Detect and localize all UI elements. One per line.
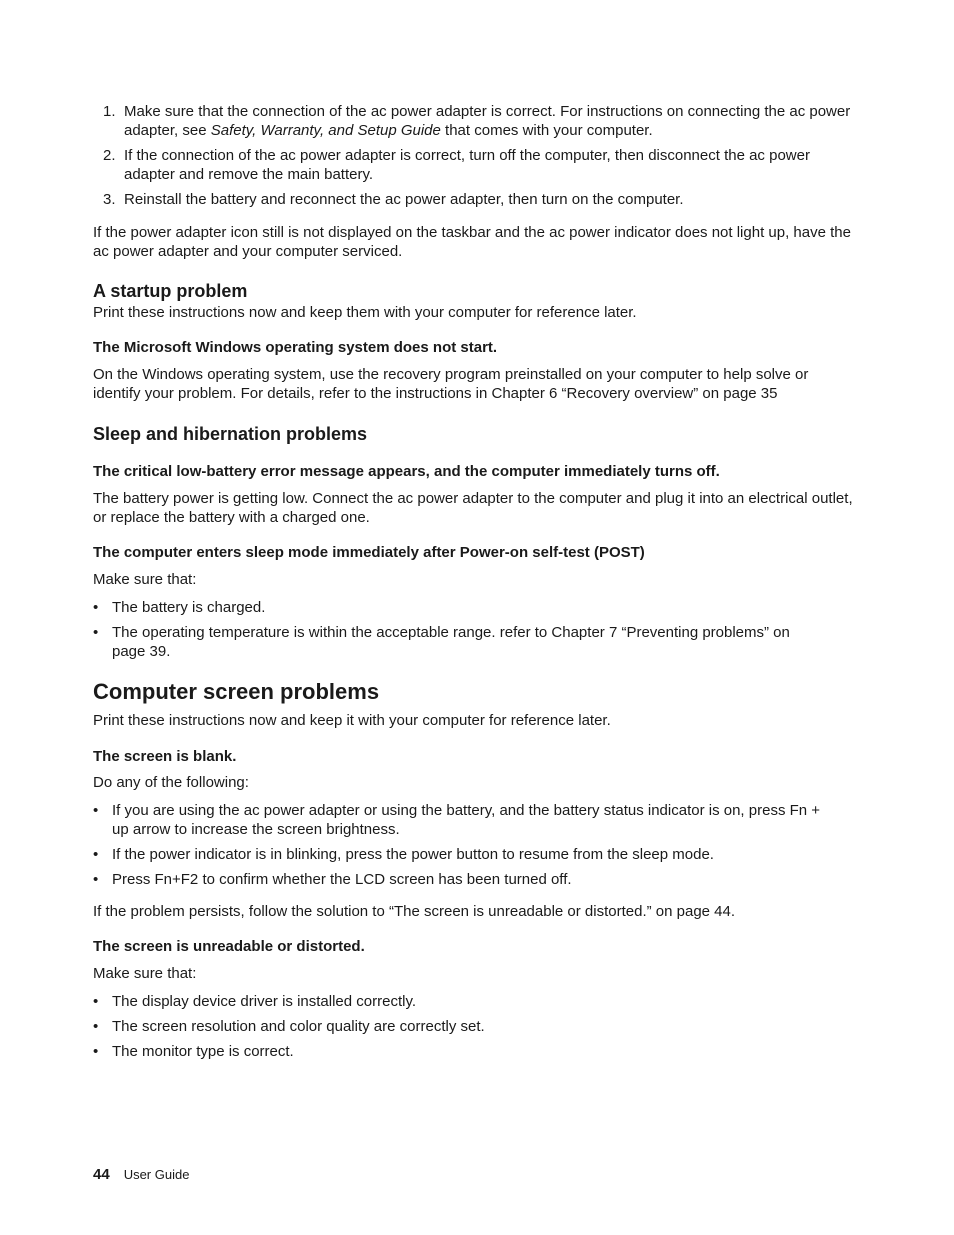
section-heading: A startup problem [93, 281, 248, 301]
bullet-text: The operating temperature is within the acceptable range. refer to Chapter 7 “Preventing problems” on page 39. [112, 624, 790, 660]
bullet-text: Press Fn+F2 to confirm whether the LCD screen has been turned off. [112, 871, 572, 888]
page-footer [93, 1165, 189, 1184]
paragraph: Print these instructions now and keep them with your computer for reference later. [93, 304, 637, 321]
list-item [93, 146, 853, 184]
bullet-text: The battery is charged. [112, 599, 266, 616]
step-text: that comes with your computer. [440, 122, 653, 139]
step-text: Make sure that the connection of the ac power adapter is correct. For instructions on connecting the ac power adapter, see [124, 103, 851, 139]
paragraph: On the Windows operating system, use the recovery program preinstalled on your computer to help solve or identify your problem. For details, refer to the instructions in Chapter 6 “Recovery overview” on page 35 [93, 366, 809, 402]
paragraph: Do any of the following: [93, 774, 249, 791]
subheading: The screen is blank. [93, 748, 237, 765]
subheading: The computer enters sleep mode immediately after Power-on self-test (POST) [93, 544, 645, 561]
step-number: 2. [103, 147, 116, 164]
step-text: If the connection of the ac power adapter is correct, turn off the computer, then disconnect the ac power adapter and remove the main battery. [124, 147, 810, 183]
subheading: The Microsoft Windows operating system does not start. [93, 339, 498, 356]
bullet: • [93, 871, 99, 888]
subheading: The screen is unreadable or distorted. [93, 938, 365, 955]
bullet-list [93, 801, 853, 889]
step-number: 1. [103, 103, 116, 120]
bullet: • [93, 846, 99, 863]
paragraph: Print these instructions now and keep it with your computer for reference later. [93, 712, 611, 729]
bullet: • [93, 1018, 99, 1035]
page-number: 44 [93, 1166, 110, 1183]
section-heading: Sleep and hibernation problems [93, 424, 368, 444]
list-item [93, 623, 853, 661]
list-item [93, 102, 853, 140]
numbered-steps [93, 102, 853, 209]
page-content [93, 102, 853, 1067]
list-item [93, 1042, 853, 1061]
guide-title: Safety, Warranty, and Setup Guide [210, 122, 441, 139]
bullet-text: The monitor type is correct. [112, 1043, 294, 1060]
bullet: • [93, 802, 99, 819]
list-item [93, 845, 853, 864]
paragraph: Make sure that: [93, 965, 197, 982]
list-item [93, 1017, 853, 1036]
bullet-list [93, 992, 853, 1061]
list-item [93, 190, 853, 209]
list-item [93, 598, 853, 617]
bullet-text: If the power indicator is in blinking, press the power button to resume from the sleep mode. [112, 846, 714, 863]
bullet: • [93, 624, 99, 641]
bullet: • [93, 993, 99, 1010]
step-number: 3. [103, 191, 116, 208]
paragraph: The battery power is getting low. Connect the ac power adapter to the computer and plug it into an electrical outlet, or replace the battery with a charged one. [93, 490, 853, 526]
list-item [93, 801, 853, 839]
paragraph: Make sure that: [93, 571, 197, 588]
bullet: • [93, 1043, 99, 1060]
list-item [93, 992, 853, 1011]
bullet-text: If you are using the ac power adapter or using the battery, and the battery status indicator is on, press Fn + up arrow to increase the screen brightness. [112, 802, 821, 838]
bullet-list [93, 598, 853, 661]
chapter-heading: Computer screen problems [93, 679, 380, 704]
bullet-text: The screen resolution and color quality are correctly set. [112, 1018, 485, 1035]
bullet-text: The display device driver is installed correctly. [112, 993, 417, 1010]
paragraph: If the problem persists, follow the solution to “The screen is unreadable or distorted.” on page 44. [93, 903, 736, 920]
subheading: The critical low-battery error message appears, and the computer immediately turns off. [93, 463, 720, 480]
guide-name: User Guide [123, 1167, 190, 1182]
step-text: Reinstall the battery and reconnect the ac power adapter, then turn on the computer. [124, 191, 684, 208]
list-item [93, 870, 853, 889]
bullet: • [93, 599, 99, 616]
paragraph: If the power adapter icon still is not displayed on the taskbar and the ac power indicator does not light up, have the ac power adapter and your computer serviced. [93, 224, 851, 260]
